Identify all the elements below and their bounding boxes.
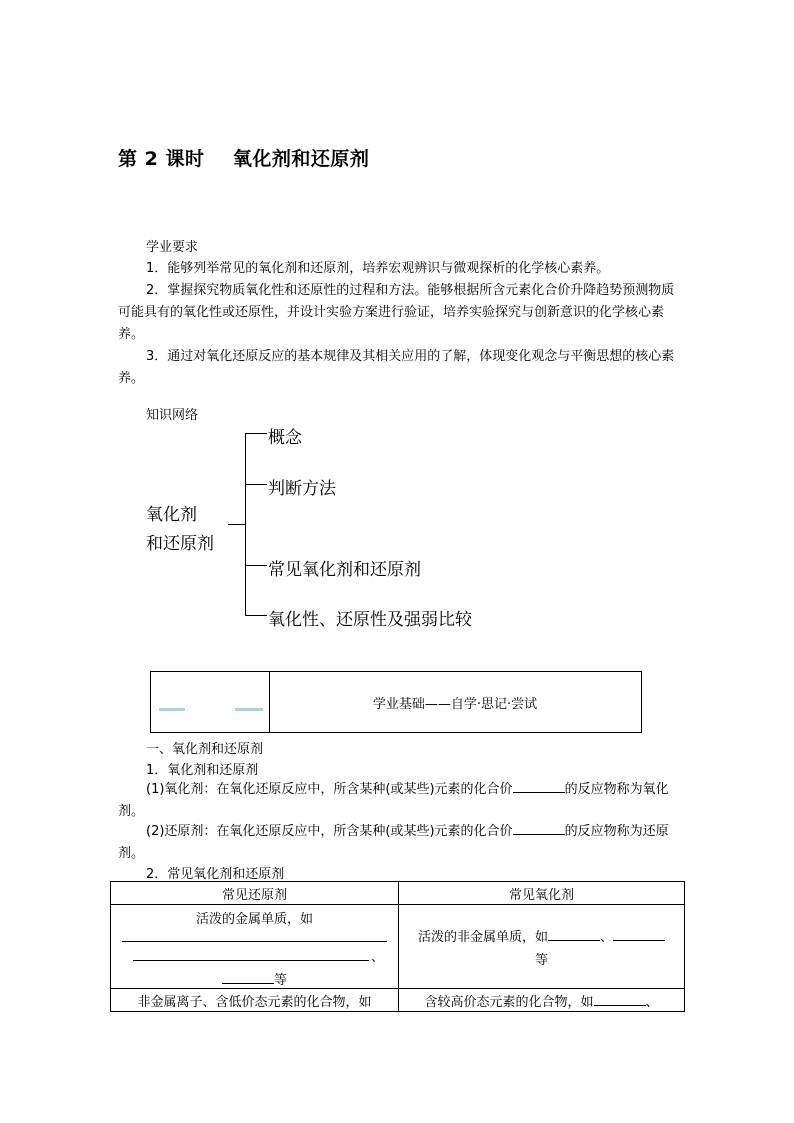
- network-root-connector: [228, 524, 246, 525]
- network-branch-common-agents: 常见氧化剂和还原剂: [268, 560, 421, 580]
- table-cell: 活泼的非金属单质，如 、 等: [399, 905, 685, 989]
- table-row: [111, 905, 685, 989]
- subsection-heading: 1．氧化剂和还原剂: [146, 763, 259, 778]
- network-vertical-bracket: [245, 433, 246, 616]
- oxidant-definition: (1)氧化剂：在氧化还原反应中，所含某种(或某些)元素的化合价 的反应物称为氧化剂。: [118, 782, 669, 819]
- reductant-definition: (2)还原剂：在氧化还原反应中，所含某种(或某些)元素的化合价 的反应物称为还原剂。: [118, 824, 669, 861]
- reagents-table: [110, 881, 685, 1012]
- network-root-line1: 氧化剂: [146, 505, 197, 525]
- fill-blank[interactable]: [122, 927, 387, 942]
- network-branch-comparison: 氧化性、还原性及强弱比较: [268, 610, 472, 630]
- network-branch-connector: [245, 433, 267, 434]
- fill-blank[interactable]: [133, 948, 369, 961]
- banner-decoration: [151, 672, 270, 732]
- network-root-line2: 和还原剂: [146, 534, 214, 554]
- table-cell: 含较高价态元素的化合物，如 、: [399, 989, 685, 1012]
- fill-blank[interactable]: [222, 971, 274, 984]
- banner-title: 学业基础——自学·思记·尝试: [372, 696, 538, 712]
- fill-blank[interactable]: [613, 928, 665, 941]
- table-header: 常见还原剂: [111, 882, 399, 905]
- table-header-row: [111, 882, 685, 905]
- section-banner: [150, 671, 642, 733]
- page-title: 第 2 课时 氧化剂和还原剂: [118, 148, 370, 170]
- network-branch-connector: [245, 615, 267, 616]
- section-heading: 一、氧化剂和还原剂: [146, 742, 264, 757]
- fill-blank[interactable]: [513, 822, 565, 835]
- table-cell: 非金属离子、含低价态元素的化合物，如: [111, 989, 399, 1012]
- table-cell: 活泼的金属单质，如 、 等: [111, 905, 399, 989]
- subsection-heading: 2．常见氧化剂和还原剂: [146, 867, 285, 882]
- fill-blank[interactable]: [513, 780, 565, 793]
- network-branch-connector: [245, 484, 267, 485]
- network-branch-connector: [245, 565, 267, 566]
- requirement-item-2: 2．掌握探究物质氧化性和还原性的过程和方法。能够根据所含元素化合价升降趋势预测物质可能具有的氧化性或还原性，并设计实验方案进行验证，培养实验探究与创新意识的化学核心素养。: [118, 283, 675, 342]
- requirements-heading: 学业要求: [146, 240, 199, 255]
- network-heading: 知识网络: [146, 408, 199, 423]
- network-branch-concept: 概念: [268, 428, 302, 448]
- fill-blank[interactable]: [548, 928, 600, 941]
- requirement-item-1: 1．能够列举常见的氧化剂和还原剂，培养宏观辨识与微观探析的化学核心素养。: [146, 261, 610, 276]
- network-branch-judgement: 判断方法: [268, 479, 336, 499]
- fill-blank[interactable]: [594, 993, 646, 1006]
- table-row: [111, 989, 685, 1012]
- requirement-item-3: 3．通过对氧化还原反应的基本规律及其相关应用的了解，体现变化观念与平衡思想的核心素养。: [118, 349, 675, 386]
- table-header: 常见氧化剂: [399, 882, 685, 905]
